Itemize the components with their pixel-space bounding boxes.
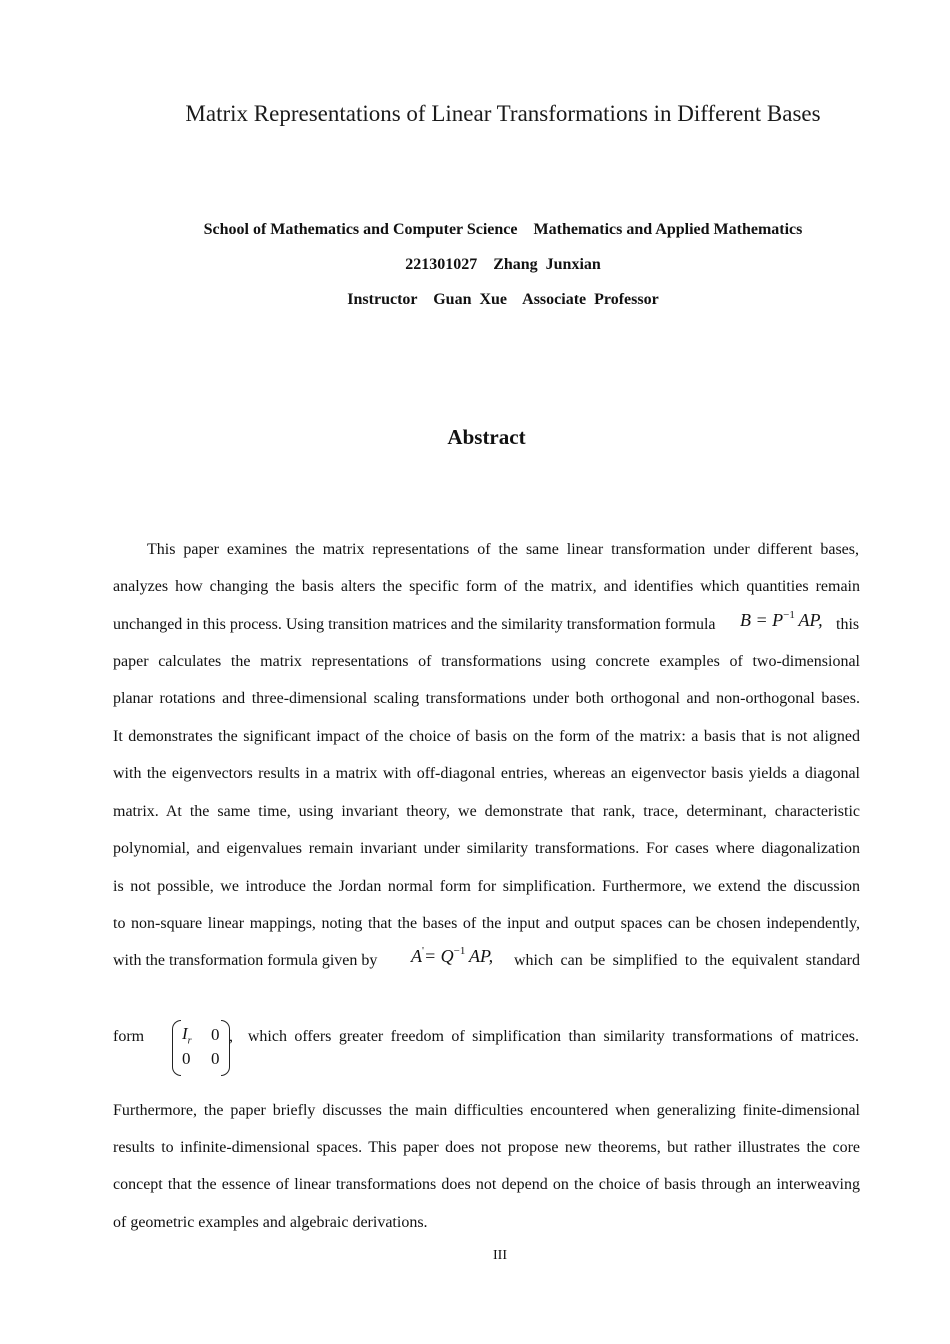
left-paren (172, 1020, 181, 1076)
formula-exponent: −1 (453, 945, 466, 957)
abstract-line: concept that the essence of linear transformations does not depend on the choice of basis through an interweaving (113, 1176, 860, 1193)
abstract-text: form (113, 1028, 145, 1045)
abstract-text: this (836, 616, 860, 633)
abstract-text: , which offers greater freedom of simplification than similarity transformations of matrices. (229, 1028, 859, 1045)
formula-lhs: A (411, 946, 422, 966)
abstract-line: results to infinite-dimensional spaces. This paper does not propose new theorems, but rather illustrates the core (113, 1139, 860, 1156)
abstract-line: planar rotations and three-dimensional scaling transformations under both orthogonal and non-orthogonal bases. (113, 690, 860, 707)
matrix-cell-21: 0 (182, 1049, 191, 1068)
author-school-major: School of Mathematics and Computer Science Mathematics and Applied Mathematics (203, 221, 803, 238)
abstract-text: with the transformation formula given by (113, 952, 378, 969)
formula-exponent: −1 (783, 609, 795, 621)
abstract-line: is not possible, we introduce the Jordan normal form for simplification. Furthermore, we extend the discussion (113, 878, 860, 895)
abstract-line: polynomial, and eigenvalues remain invariant under similarity transformations. For cases where diagonalization (113, 840, 860, 857)
abstract-line: matrix. At the same time, using invariant theory, we demonstrate that rank, trace, determinant, characteristic (113, 803, 860, 820)
author-id-name: 221301027 Zhang Junxian (405, 256, 601, 273)
standard-form-matrix (172, 1020, 230, 1076)
abstract-line: It demonstrates the significant impact of the choice of basis on the form of the matrix: a basis that is not aligned (113, 728, 860, 745)
paper-title: Matrix Representations of Linear Transformations in Different Bases (185, 101, 821, 126)
page-number: III (493, 1248, 507, 1263)
abstract-line: analyzes how changing the basis alters the specific form of the matrix, and identifies which quantities remain (113, 578, 860, 595)
formula-prime: ' (422, 945, 424, 957)
equivalence-formula (411, 945, 493, 967)
similarity-formula (740, 609, 823, 631)
abstract-text: which can be simplified to the equivalent standard (514, 952, 860, 969)
formula-lhs: B = P (740, 610, 784, 630)
matrix-cell-12: 0 (211, 1025, 220, 1044)
formula-mid: = Q (423, 946, 454, 966)
abstract-line: Furthermore, the paper briefly discusses the main difficulties encountered when generalizing finite-dimensional (113, 1102, 860, 1119)
formula-rhs: AP, (468, 946, 494, 966)
abstract-line: paper calculates the matrix representations of transformations using concrete examples of two-dimensional (113, 653, 860, 670)
matrix-cell-11: $I_r$ (182, 1024, 192, 1047)
abstract-text: unchanged in this process. Using transition matrices and the similarity transformation formula (113, 616, 716, 633)
abstract-line: with the eigenvectors results in a matrix with off-diagonal entries, whereas an eigenvector basis yields a diagonal (113, 765, 860, 782)
author-instructor: Instructor Guan Xue Associate Professor (347, 291, 659, 308)
formula-rhs: AP, (798, 610, 823, 630)
abstract-heading: Abstract (447, 425, 526, 449)
abstract-line: to non-square linear mappings, noting that the bases of the input and output spaces can be chosen independently, (113, 915, 860, 932)
abstract-line: of geometric examples and algebraic derivations. (113, 1214, 428, 1231)
matrix-cell-22: 0 (211, 1049, 220, 1068)
abstract-line: This paper examines the matrix representations of the same linear transformation under different bases, (147, 541, 859, 558)
